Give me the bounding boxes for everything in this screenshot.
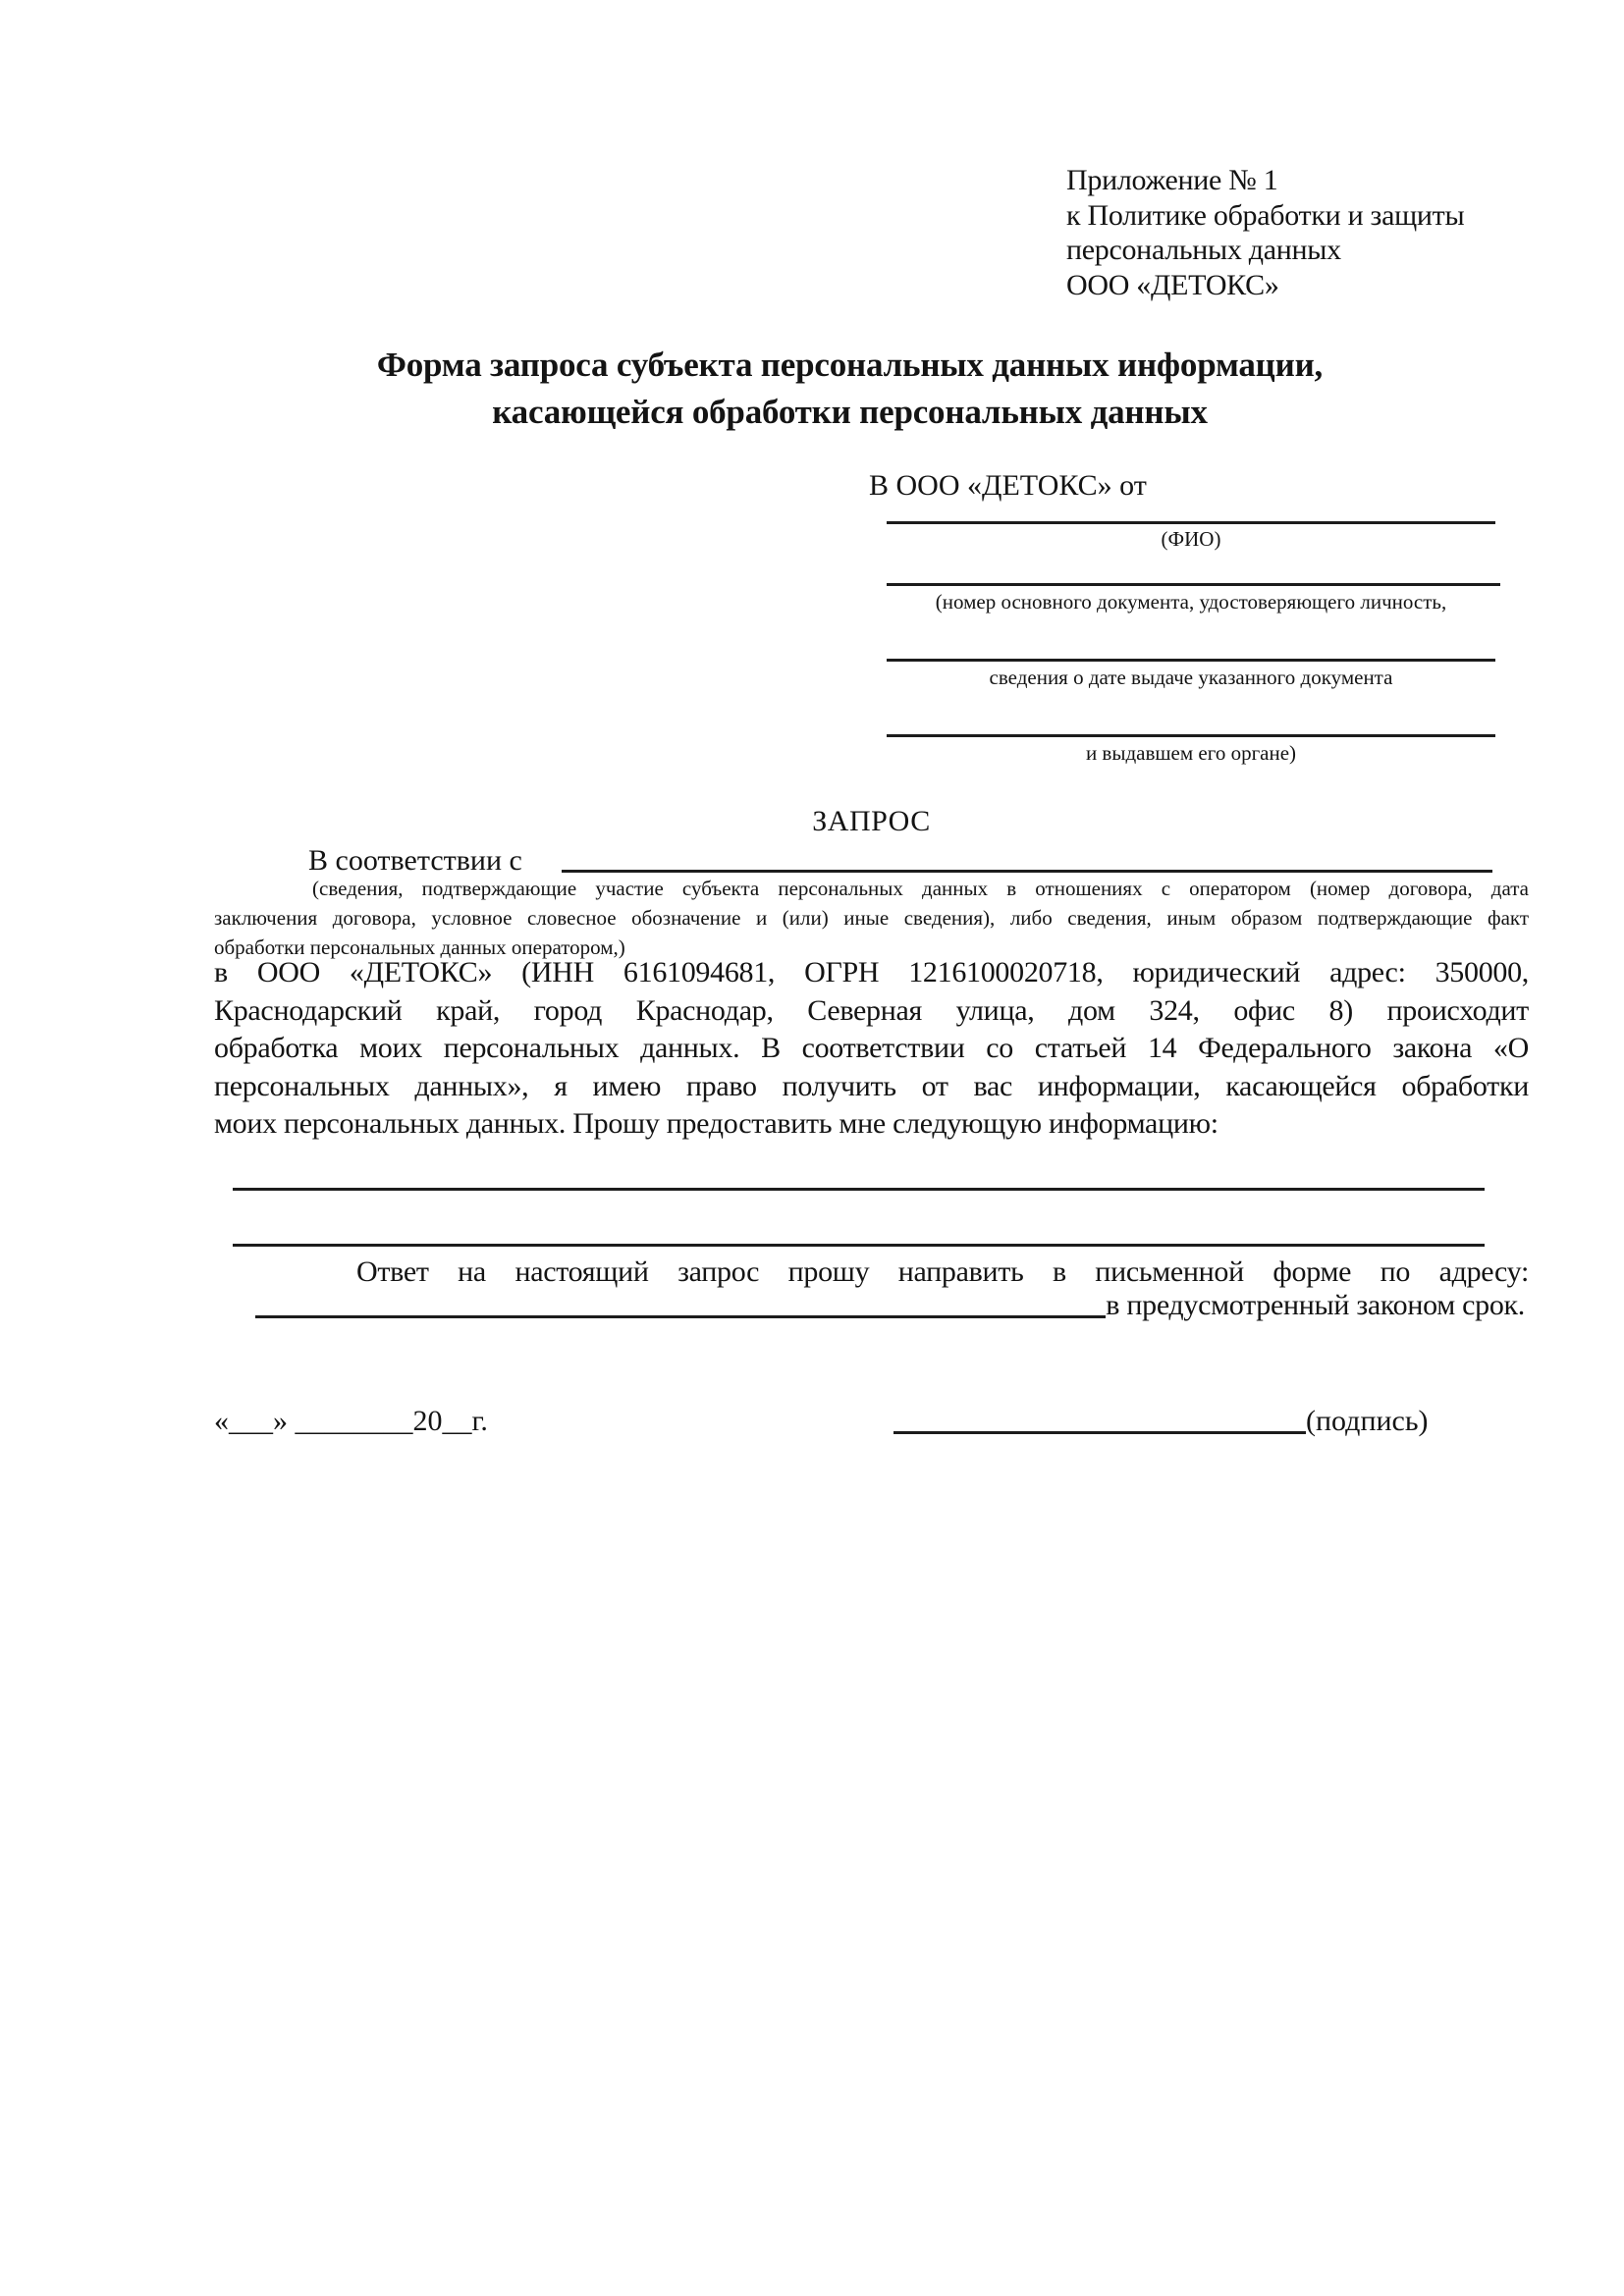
document-number-field-caption: (номер основного документа, удостоверяющего личность, [935,590,1447,614]
request-heading: ЗАПРОС [812,805,931,837]
note-line: (сведения, подтверждающие участие субъекта персональных данных в отношениях с оператором (номер договора, дата [312,877,1529,900]
document-number-field-line [887,583,1500,586]
note-line: заключения договора, условное словесное обозначение и (или) иные сведения), либо сведения, иным образом подтверждающие факт [214,906,1529,930]
body-line: в ООО «ДЕТОКС» (ИНН 6161094681, ОГРН 1216100020718, юридический адрес: 350000, [214,956,1529,988]
requested-info-blank-line-1 [233,1188,1485,1191]
intro-note [214,874,1529,962]
reply-suffix: в предусмотренный законом срок. [1106,1289,1525,1321]
fio-field-line [887,521,1495,524]
note-line: обработки персональных данных оператором,) [214,935,625,959]
addressee-to-line: В ООО «ДЕТОКС» от [869,469,1147,502]
body-line: персональных данных», я имею право получить от вас информации, касающейся обработки [214,1069,1529,1102]
reply-address-sentence: Ответ на настоящий запрос прошу направить в письменной форме по адресу: [356,1255,1529,1288]
appendix-line: персональных данных [1066,234,1341,266]
signature-caption: (подпись) [1306,1405,1429,1437]
issue-date-field-line [887,659,1495,662]
body-line: обработка моих персональных данных. В соответствии со статьей 14 Федерального закона «О [214,1032,1529,1065]
fio-field-caption: (ФИО) [1161,527,1221,551]
appendix-block [1066,163,1464,302]
issue-date-field-caption: сведения о дате выдаче указанного документа [989,666,1393,689]
signature-row [893,1404,1429,1439]
document-title [214,342,1529,436]
appendix-line: к Политике обработки и защиты [1066,198,1465,232]
issuing-authority-field-caption: и выдавшем его органе) [1085,741,1297,765]
title-line-1: Форма запроса субъекта персональных данных информации, [376,346,1324,384]
appendix-line: Приложение № 1 [1066,164,1278,196]
reply-address-row [255,1288,1525,1323]
title-line-2: касающейся обработки персональных данных [492,393,1208,431]
request-body [214,954,1529,1144]
reply-address-blank-line [255,1315,1106,1318]
intro-prefix: В соответствии с [308,844,522,877]
body-line: Краснодарский край, город Краснодар, Северная улица, дом 324, офис 8) происходит [214,993,1529,1027]
intro-blank-line [562,870,1492,873]
date-line: «___» ________20__г. [214,1405,488,1437]
appendix-line: ООО «ДЕТОКС» [1066,268,1279,301]
issuing-authority-field-line [887,734,1495,737]
requested-info-blank-line-2 [233,1244,1485,1247]
signature-blank-line [893,1431,1306,1434]
body-line: моих персональных данных. Прошу предоставить мне следующую информацию: [214,1107,1218,1141]
